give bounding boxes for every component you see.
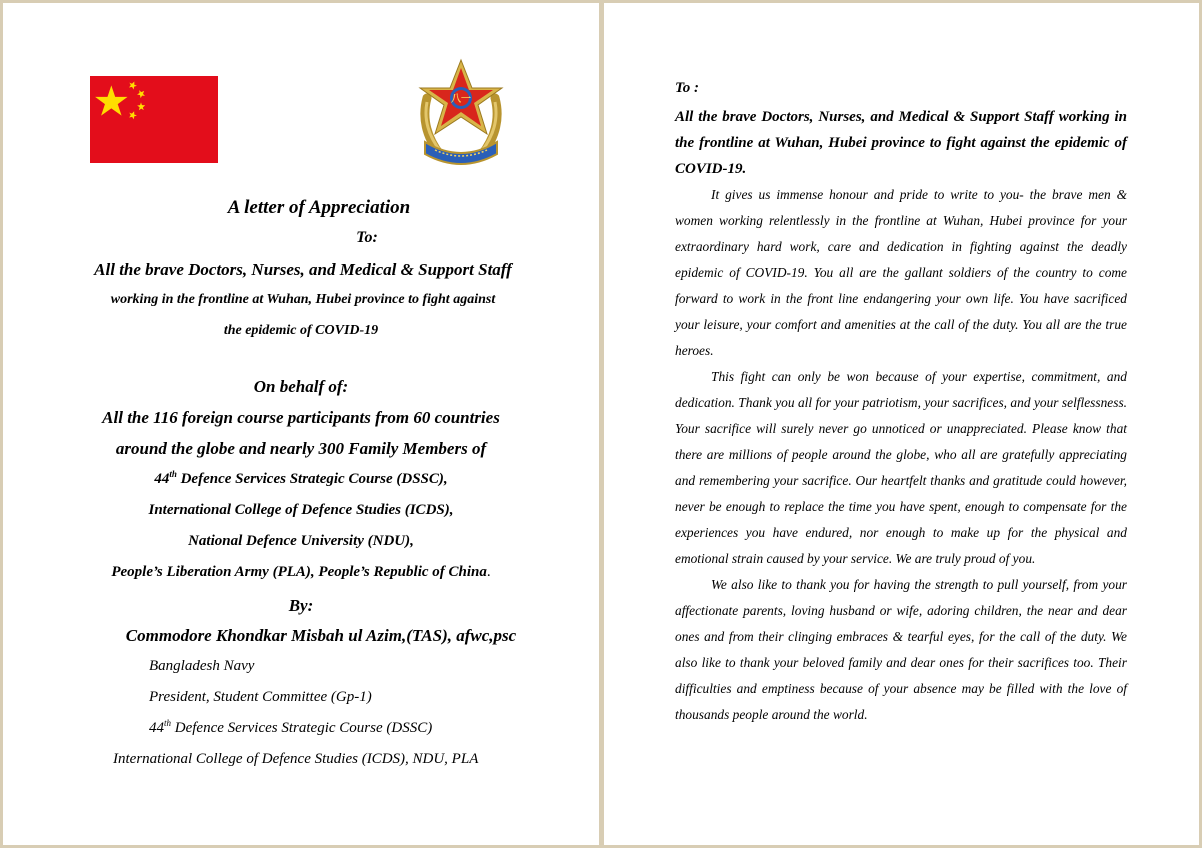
body-paragraph: This fight can only be won because of your expertise, commitment, and dedication. Thank you all for your patriotism, your sacrifices, and your selflessness. Your sacrifice will surely never go unnoticed or unappreciated. Please know that there are millions of people around the globe, who all are gratefully appreciating and remembering your sacrifice. Our heartfelt thanks and gratitude could however, never be enough to replace the time you have spent, enough to compensate for the experiences you have endured, nor enough to make up for the physical and emotional strain caused by your service. We are truly proud of you. [675, 369, 1127, 566]
army-text: People’s Liberation Army (PLA), People’s Republic of China [111, 564, 487, 580]
signatory-detail [149, 720, 432, 737]
by-label: By: [288, 596, 314, 615]
to-label: To: [356, 229, 378, 246]
on-behalf-label: On behalf of: [253, 377, 349, 396]
sig-course-number: 44 [149, 720, 164, 736]
recipient-heading: All the brave Doctors, Nurses, and Medical & Support Staff working in the frontline at Wuhan, Hubei province to fight against the epidemic of COVID-19. [675, 109, 1127, 177]
left-page [3, 3, 599, 845]
army-end: . [486, 564, 491, 580]
signatory-name: Commodore Khondkar Misbah ul Azim,(TAS), afwc,psc [125, 626, 517, 645]
course-suffix: th [169, 469, 177, 479]
china-flag-icon [90, 76, 218, 163]
signatory-detail: Bangladesh Navy [149, 658, 255, 674]
right-page [604, 3, 1199, 845]
signatory-detail: International College of Defence Studies (ICDS), NDU, PLA [113, 751, 479, 767]
to-label: To : [675, 80, 700, 96]
course-number: 44 [154, 471, 170, 487]
course-line [3, 471, 599, 488]
sig-course-suffix: th [164, 718, 172, 728]
college-line: International College of Defence Studies (ICDS), [148, 502, 454, 518]
svg-text:八一: 八一 [451, 94, 471, 105]
signatory-detail: President, Student Committee (Gp-1) [149, 689, 372, 705]
sig-course-name: Defence Services Strategic Course (DSSC) [171, 720, 433, 736]
recipient-line: the epidemic of COVID-19 [223, 323, 379, 338]
body-paragraph: It gives us immense honour and pride to write to you- the brave men & women working relentlessly in the frontline at Wuhan, Hubei province for your extraordinary hard work, care and dedication in fighting against the deadly epidemic of COVID-19. You all are the gallant soldiers of the country to come forward to work in the front line endangering your own life. You have sacrificed your leisure, your comfort and amenities at the call of the duty. You all are the true heroes. [675, 187, 1127, 358]
recipient-line: working in the frontline at Wuhan, Hubei province to fight against [110, 292, 496, 307]
army-line [3, 564, 599, 581]
letter-title: A letter of Appreciation [227, 197, 411, 218]
pla-emblem-icon [413, 58, 509, 172]
university-line: National Defence University (NDU), [188, 533, 414, 549]
recipient-line: All the brave Doctors, Nurses, and Medical & Support Staff [94, 260, 512, 279]
course-name: Defence Services Strategic Course (DSSC), [176, 471, 448, 487]
body-paragraph: We also like to thank you for having the strength to pull yourself, from your affectionate parents, loving husband or wife, adoring children, the near and dear ones and from their clinging embraces & tearful eyes, for the call of the duty. We also like to thank your beloved family and dear ones for their sacrifices too. Their difficulties and emptiness because of your absence may be filled with the love of thousands people around the world. [675, 577, 1127, 722]
participants-line: around the globe and nearly 300 Family Members of [115, 439, 487, 458]
letter-body [675, 182, 1127, 728]
participants-line: All the 116 foreign course participants from 60 countries [102, 408, 500, 427]
